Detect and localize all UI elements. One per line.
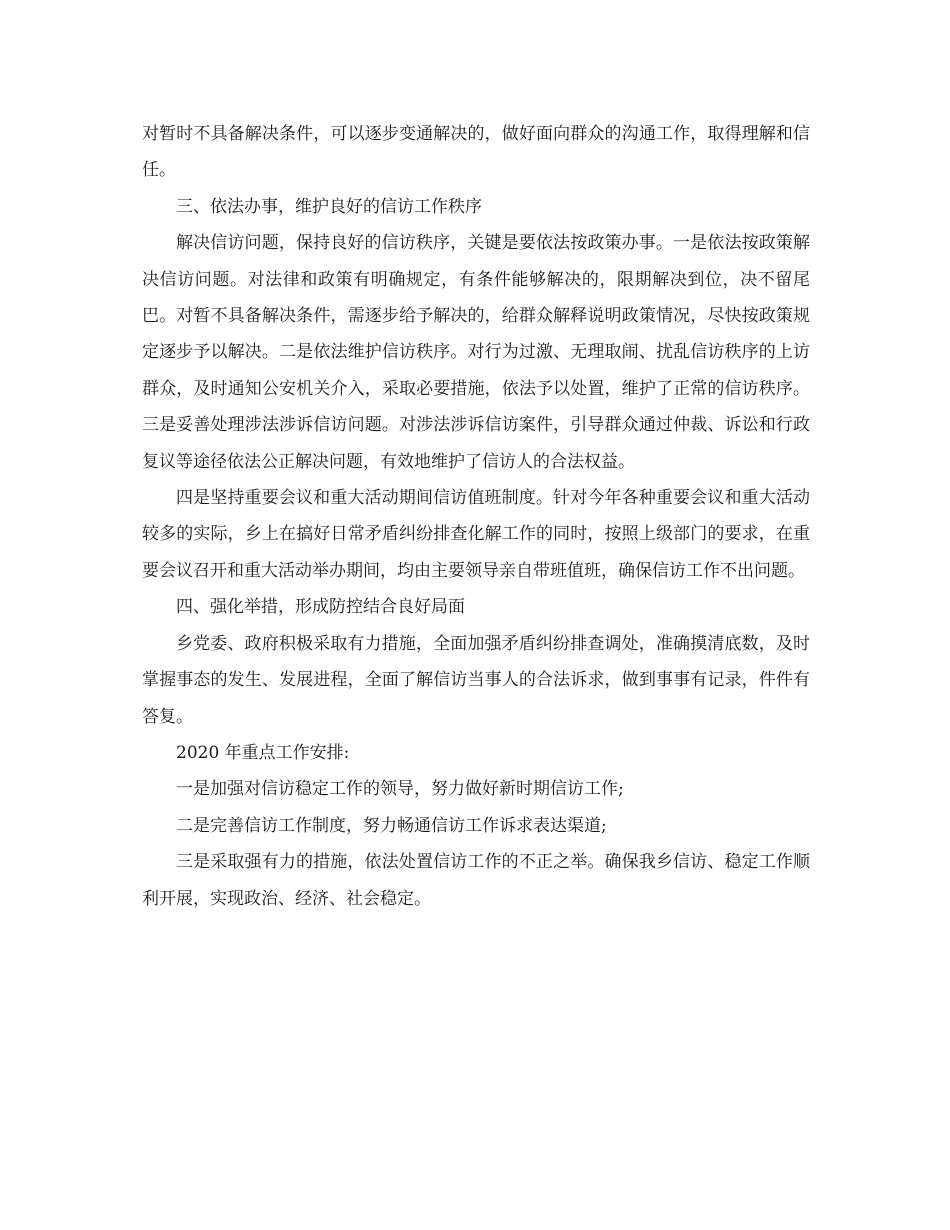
paragraph: 乡党委、政府积极采取有力措施，全面加强矛盾纠纷排查调处，准确摸清底数，及时掌握事态的发生、发展进程，全面了解信访当事人的合法诉求，做到事事有记录，件件有答复。	[142, 633, 810, 727]
section-heading-4: 四、强化举措，形成防控结合良好局面	[176, 597, 465, 618]
paragraph: 解决信访问题，保持良好的信访秩序，关键是要依法按政策办事。一是依法按政策解决信访问题。对法律和政策有明确规定，有条件能够解决的，限期解决到位，决不留尾巴。对暂不具备解决条件，需逐步给予解决的，给群众解释说明政策情况，尽快按政策规定逐步予以解决。二是依法维护信访秩序。对行为过激、无理取闹、扰乱信访秩序的上访群众，及时通知公安机关介入，采取必要措施，依法予以处置，维护了正常的信访秩序。三是妥善处理涉法涉诉信访问题。对涉法涉诉信访案件，引导群众通过仲裁、诉讼和行政复议等途径依法公正解决问题，有效地维护了信访人的合法权益。	[142, 233, 810, 472]
plan-item-2: 二是完善信访工作制度，努力畅通信访工作诉求表达渠道;	[176, 815, 607, 836]
paragraph-continued: 对暂时不具备解决条件，可以逐步变通解决的，做好面向群众的沟通工作，取得理解和信任。	[142, 124, 810, 181]
plan-item-1: 一是加强对信访稳定工作的领导，努力做好新时期信访工作;	[176, 779, 624, 800]
section-heading-3: 三、依法办事，维护良好的信访工作秩序	[176, 196, 482, 217]
document-body	[142, 116, 810, 917]
plan-item-3: 三是采取强有力的措施，依法处置信访工作的不正之举。确保我乡信访、稳定工作顺利开展，实现政治、经济、社会稳定。	[142, 852, 810, 909]
subheading-2020-plan: 2020 年重点工作安排:	[176, 742, 350, 763]
paragraph: 四是坚持重要会议和重大活动期间信访值班制度。针对今年各种重要会议和重大活动较多的实际，乡上在搞好日常矛盾纠纷排查化解工作的同时，按照上级部门的要求，在重要会议召开和重大活动举办期间，均由主要领导亲自带班值班，确保信访工作不出问题。	[142, 488, 810, 581]
